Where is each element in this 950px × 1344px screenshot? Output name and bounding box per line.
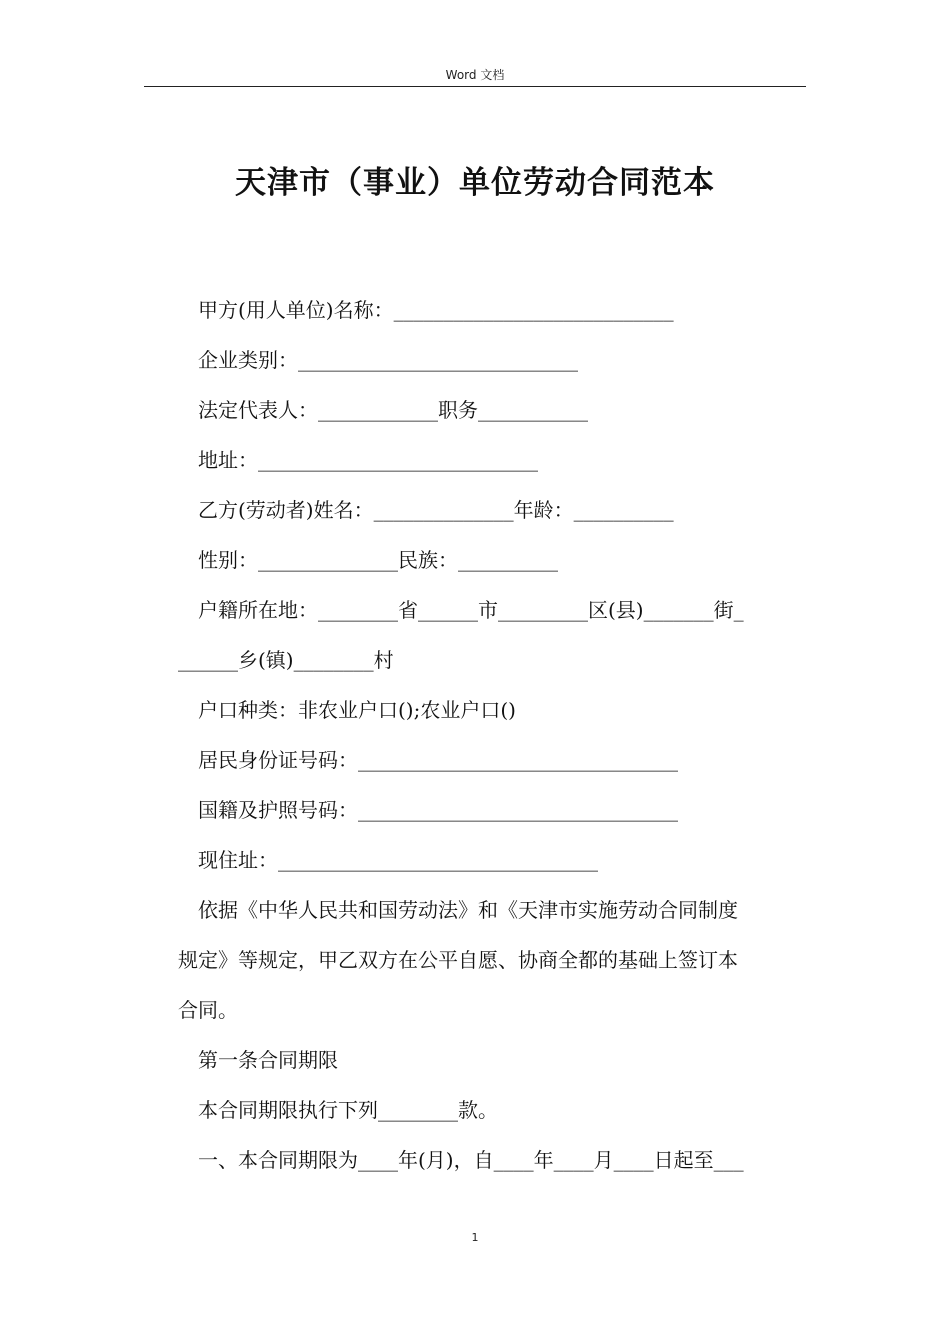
party-b-name-line: 乙方(劳动者)姓名：______________年龄：__________ bbox=[198, 498, 674, 522]
company-type-line: 企业类别：____________________________ bbox=[198, 348, 578, 372]
page-number: 1 bbox=[471, 1231, 479, 1244]
term-item-one-line: 一、本合同期限为____年(月)，自____年____月____日起至___ bbox=[198, 1148, 744, 1172]
household-type-line: 户口种类：非农业户口();农业户口() bbox=[198, 698, 516, 722]
household-registration-line: 户籍所在地：________省______市_________区(县)_______街_ bbox=[198, 598, 744, 622]
page-header-label: Word 文档 bbox=[445, 68, 505, 82]
legal-representative-line: 法定代表人：____________职务___________ bbox=[198, 398, 588, 422]
party-a-name-line: 甲方(用人单位)名称：____________________________ bbox=[198, 298, 674, 322]
document-title: 天津市（事业）单位劳动合同范本 bbox=[235, 165, 715, 201]
term-clause-line: 本合同期限执行下列________款。 bbox=[198, 1098, 498, 1122]
basis-paragraph-line-2: 规定》等规定，甲乙双方在公平自愿、协商全都的基础上签订本 bbox=[178, 948, 738, 972]
basis-paragraph-line-1: 依据《中华人民共和国劳动法》和《天津市实施劳动合同制度 bbox=[198, 898, 738, 922]
address-line: 地址：____________________________ bbox=[198, 448, 538, 472]
article-one-heading: 第一条合同期限 bbox=[198, 1048, 338, 1072]
document-body bbox=[178, 290, 804, 1190]
basis-paragraph-line-3: 合同。 bbox=[178, 998, 238, 1022]
id-number-line: 居民身份证号码：________________________________ bbox=[198, 748, 678, 772]
household-registration-line-cont: ______乡(镇)________村 bbox=[178, 648, 394, 672]
passport-line: 国籍及护照号码：________________________________ bbox=[198, 798, 678, 822]
current-address-line: 现住址：________________________________ bbox=[198, 848, 598, 872]
gender-ethnicity-line: 性别：______________民族：__________ bbox=[198, 548, 558, 572]
header-rule bbox=[144, 86, 806, 87]
